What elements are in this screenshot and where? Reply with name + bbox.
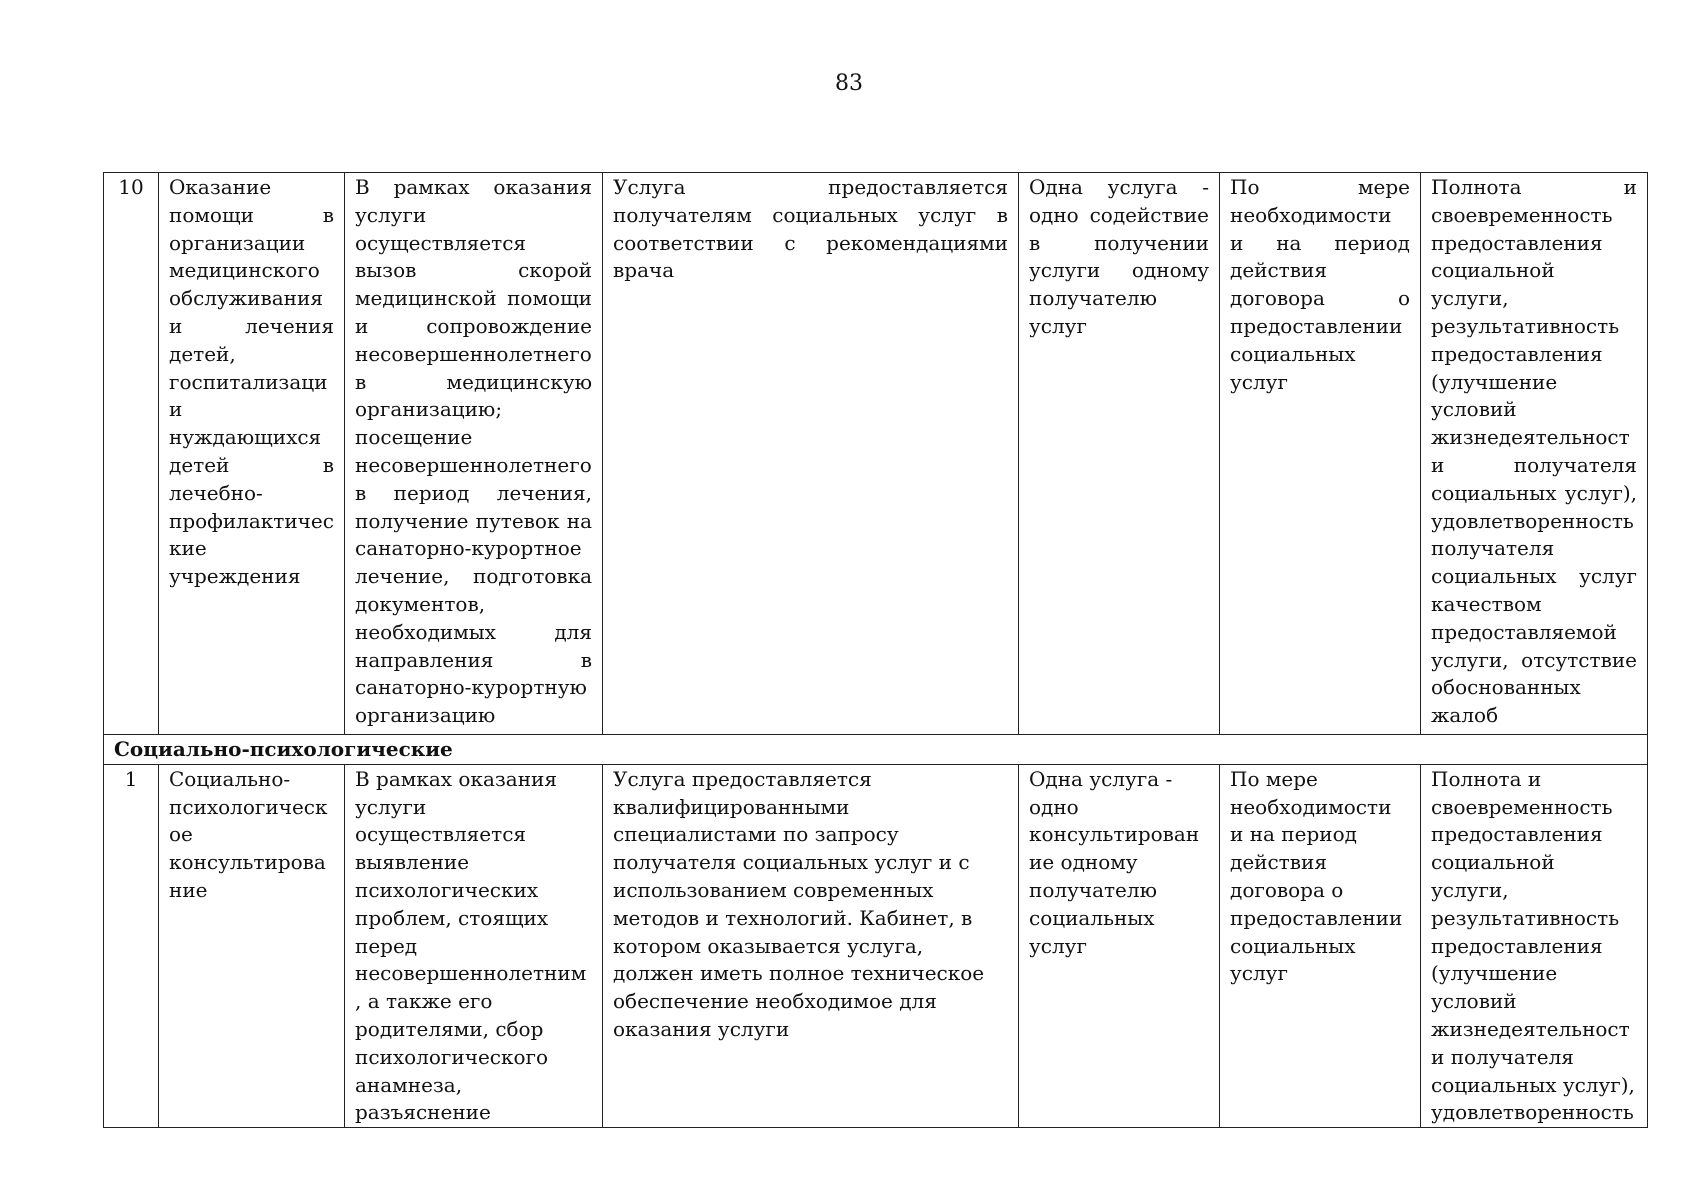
service-name: Оказание помощи в организации медицинского обслуживания и лечения детей, госпитализаци и нуждающихся детей в лечебно- профилактичес кие учреждения — [159, 173, 345, 735]
service-conditions: Услуга предоставляется получателям социальных услуг в соответствии с рекомендациями врача — [603, 173, 1019, 735]
service-quality: Полнота и своевременность предоставления социальной услуги, результативность предоставления (улучшение условий жизнедеятельности получателя социальных услуг), удовлетворенность — [1421, 764, 1648, 1127]
table-row — [104, 764, 1648, 1127]
service-unit: Одна услуга - одно консультирован ие одному получателю социальных услуг — [1019, 764, 1220, 1127]
table-row — [104, 173, 1648, 735]
service-unit: Одна услуга - одно содействие в получении услуги одному получателю услуг — [1019, 173, 1220, 735]
service-term: По мере необходимости и на период действия договора о предоставлении социальных услуг — [1220, 173, 1421, 735]
row-number: 1 — [104, 764, 159, 1127]
service-name: Социально- психологическ ое консультирова ние — [159, 764, 345, 1127]
page-number: 83 — [835, 71, 863, 96]
section-title: Социально-психологические — [104, 735, 1648, 765]
service-term: По мере необходимости и на период действия договора о предоставлении социальных услуг — [1220, 764, 1421, 1127]
row-number: 10 — [104, 173, 159, 735]
services-table — [103, 172, 1648, 1128]
service-conditions: Услуга предоставляется квалифицированными специалистами по запросу получателя социальных услуг и с использованием современных методов и технологий. Кабинет, в котором оказывается услуга, должен иметь полное техническое обеспечение необходимое для оказания услуги — [603, 764, 1019, 1127]
service-quality: Полнота и своевременность предоставления социальной услуги, результативность предоставления (улучшение условий жизнедеятельности получателя социальных услуг), удовлетворенность получателя социальных услуг качеством предоставляемой услуги, отсутствие обоснованных жалоб — [1421, 173, 1648, 735]
service-content: В рамках оказания услуги осуществляется выявление психологических проблем, стоящих перед несовершеннолетним, а также его родителями, сбор психологического анамнеза, разъяснение — [345, 764, 603, 1127]
service-content: В рамках оказания услуги осуществляется вызов скорой медицинской помощи и сопровождение несовершеннолетнего в медицинскую организацию; посещение несовершеннолетнего в период лечения, получение путевок на санаторно-курортное лечение, подготовка документов, необходимых для направления в санаторно-курортную организацию — [345, 173, 603, 735]
section-row — [104, 735, 1648, 765]
